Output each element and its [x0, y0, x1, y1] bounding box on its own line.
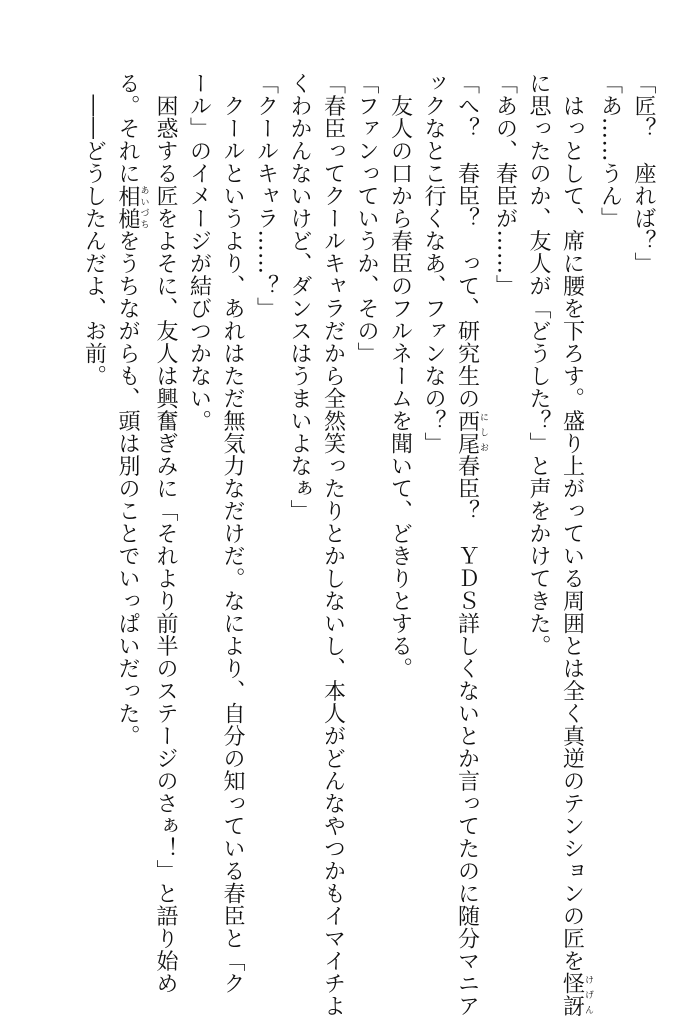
- ruby-aizuchi: [115, 185, 140, 230]
- narration-line: る。それに: [115, 72, 140, 185]
- narration-line: 友人の口から春臣のフルネームを聞いて、どきりとする。: [388, 72, 413, 680]
- narration-line-tail: をうちながらも、頭は別のことでいっぱいだった。: [115, 230, 140, 748]
- text-line-7: [417, 72, 451, 972]
- text-line-4: [522, 72, 556, 972]
- dialogue-line: 「へ？ 春臣？ って、研究生の: [455, 72, 480, 410]
- text-line-12: [249, 72, 283, 972]
- narration-line: 困惑する匠をよそに、友人は興奮ぎみに「それより前半のステージのさぁ！」と語り始め: [153, 72, 178, 995]
- vertical-text-body: [20, 72, 660, 972]
- text-line-14: [182, 72, 216, 972]
- text-line-3: [555, 72, 593, 972]
- ruby-nishio: [455, 410, 480, 455]
- ruby-reading: にしお: [478, 410, 488, 455]
- dialogue-line: 「ファンっていうか、その」: [354, 72, 379, 365]
- narration-line: はっとして、席に腰を下ろす。盛り上がっている周囲とは全く真逆のテンションの匠を: [560, 72, 585, 972]
- dialogue-line: くわかんないけど、ダンスはうまいよなぁ」: [287, 72, 312, 522]
- dialogue-line-tail: 春臣？ ＹＤＳ詳しくないとか言ってたのに随分マニア: [455, 455, 480, 1017]
- text-line-15: [149, 72, 183, 972]
- text-line-9: [350, 72, 384, 972]
- dialogue-line: 「匠？ 座れば？」: [631, 72, 656, 275]
- text-line-2: [593, 72, 627, 972]
- narration-line: に思ったのか、友人が「どうした？」と声をかけてきた。: [526, 72, 551, 657]
- ruby-base: 怪訝: [560, 972, 585, 1017]
- dialogue-line: 「あの、春臣が……」: [493, 72, 518, 297]
- text-line-13: [216, 72, 250, 972]
- ruby-reading: けげん: [583, 972, 593, 1017]
- dialogue-line: 「クールキャラ……？」: [254, 72, 279, 320]
- text-line-16: [111, 72, 149, 972]
- text-line-10: [316, 72, 350, 972]
- ruby-base: 相槌: [115, 185, 140, 230]
- ruby-base: 西尾: [455, 410, 480, 455]
- text-line-8: [383, 72, 417, 972]
- narration-line: クールというより、あれはただ無気力なだけだ。なにより、自分の知っている春臣と「ク: [220, 72, 245, 995]
- narration-line: ール」のイメージが結びつかない。: [187, 72, 212, 432]
- text-line-5: [488, 72, 522, 972]
- text-line-17: [77, 72, 111, 972]
- ruby-reading: あいづち: [139, 185, 149, 230]
- dialogue-line: ックなとこ行くなあ、ファンなの？」: [421, 72, 446, 455]
- ruby-kegen: [560, 972, 585, 1017]
- text-line-6: [450, 72, 488, 972]
- dialogue-line: 「あ……うん」: [598, 72, 623, 230]
- dialogue-line: 「春臣ってクールキャラだから全然笑ったりとかしないし、本人がどんなやつかもイマイチよ: [321, 72, 346, 1017]
- text-line-1: [627, 72, 661, 972]
- narration-line: ――どうしたんだよ、お前。: [82, 72, 107, 387]
- text-line-11: [283, 72, 317, 972]
